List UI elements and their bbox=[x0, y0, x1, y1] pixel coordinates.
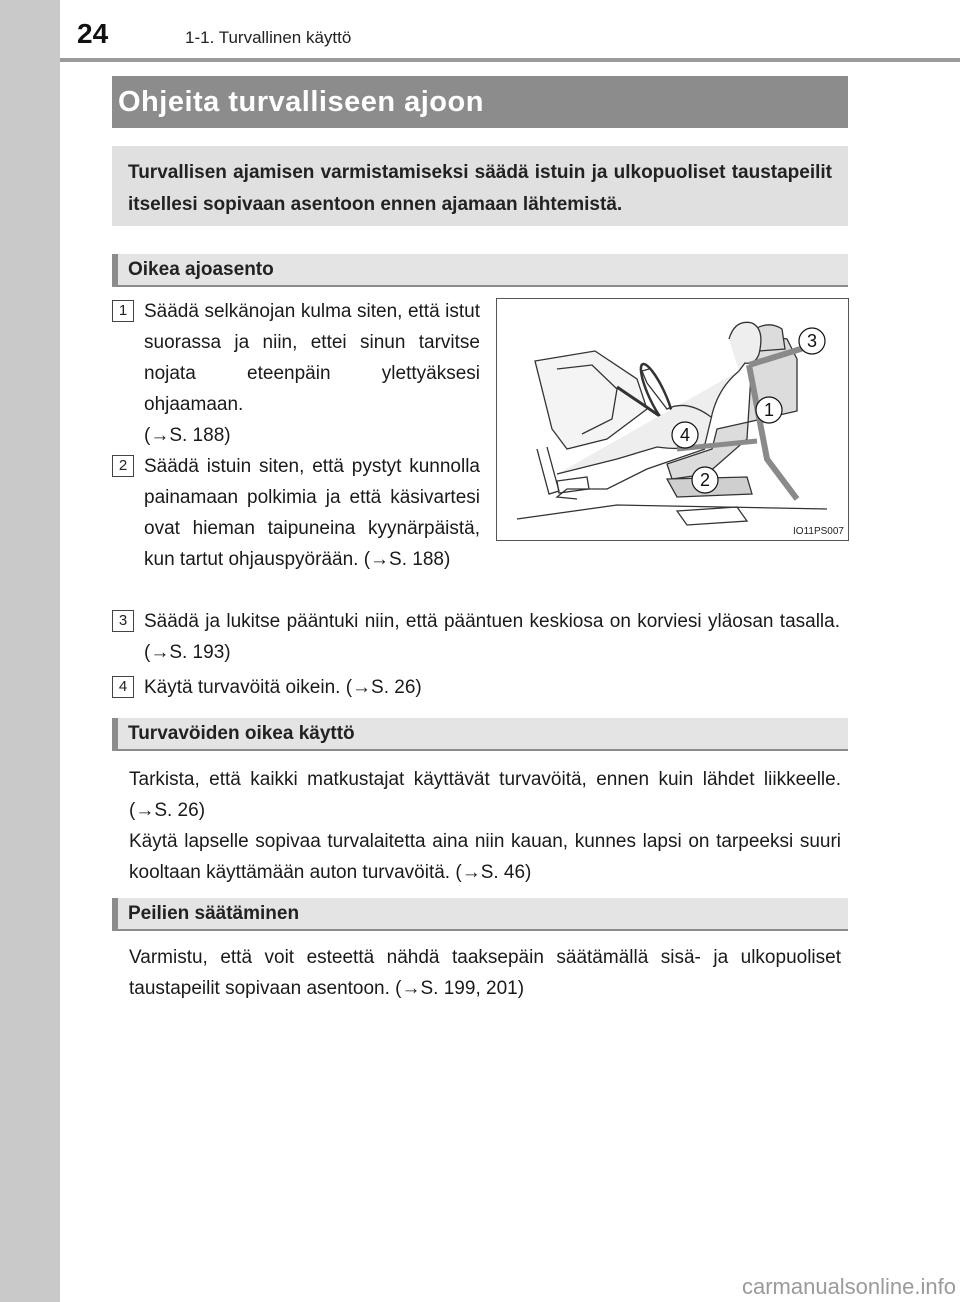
driver-seat-drawing bbox=[497, 299, 848, 540]
item-text: Säädä istuin siten, että pystyt kunnolla painamaan polkimia ja että käsivartesi ovat hieman taipuneina kyynärpäistä, kun tartut ohjauspyörään. (→S. 188) bbox=[144, 456, 480, 570]
item-number-badge: 2 bbox=[112, 455, 134, 477]
item-text: Säädä ja lukitse pääntuki niin, että pääntuen keskiosa on korviesi yläosan tasalla. (→S. 193) bbox=[144, 611, 840, 663]
item-number-badge: 1 bbox=[112, 300, 134, 322]
page-reference: (→S. 188) bbox=[363, 549, 451, 570]
intro-text: Turvallisen ajamisen varmistamiseksi säädä istuin ja ulkopuoliset taustapeilit itsellesi sopivaan asentoon ennen ajamaan lähtemistä. bbox=[128, 162, 832, 215]
page-reference: (→S. 193) bbox=[144, 642, 231, 663]
callout-label: 4 bbox=[679, 425, 691, 445]
page-reference: (→S. 188) bbox=[144, 425, 231, 446]
intro-box bbox=[112, 146, 848, 226]
section-heading-posture: Oikea ajoasento bbox=[112, 254, 848, 287]
callout-label: 1 bbox=[763, 400, 775, 420]
page-number: 24 bbox=[77, 18, 109, 49]
item-number-badge: 4 bbox=[112, 676, 134, 698]
item-text: Käytä turvavöitä oikein. (→S. 26) bbox=[144, 677, 422, 698]
mirrors-paragraph: Varmistu, että voit esteettä nähdä taaksepäin säätämällä sisä- ja ulkopuoliset taustapeilit sopivaan asentoon. (→S. 199, 201) bbox=[129, 947, 841, 999]
callout-label: 2 bbox=[699, 470, 711, 490]
page-title: Ohjeita turvalliseen ajoon bbox=[112, 76, 848, 128]
item-text: Säädä selkänojan kulma siten, että istut suorassa ja niin, ettei sinun tarvitse nojata eteenpäin ylettyäksesi ohjaamaan. (→S. 188) bbox=[144, 301, 480, 446]
section-heading-mirrors: Peilien säätäminen bbox=[112, 898, 848, 931]
seatbelt-paragraph-1: Tarkista, että kaikki matkustajat käyttävät turvavöitä, ennen kuin lähdet liikkeelle. (→S. 26) bbox=[129, 769, 841, 821]
item-number-badge: 3 bbox=[112, 610, 134, 632]
header-divider bbox=[60, 58, 960, 62]
section-heading-seatbelt: Turvavöiden oikea käyttö bbox=[112, 718, 848, 751]
driving-posture-illustration bbox=[496, 298, 849, 541]
callout-label: 3 bbox=[806, 331, 818, 351]
watermark: carmanualsonline.info bbox=[741, 1274, 956, 1299]
page-reference: (→S. 26) bbox=[345, 677, 422, 698]
figure-code: IO11PS007 bbox=[793, 526, 844, 537]
page-edge-bar bbox=[0, 0, 60, 1302]
seatbelt-paragraph-2: Käytä lapselle sopivaa turvalaitetta aina niin kauan, kunnes lapsi on tarpeeksi suuri kooltaan käyttämään auton turvavöitä. (→S. 46) bbox=[129, 831, 841, 883]
chapter-header: 1-1. Turvallinen käyttö bbox=[185, 28, 352, 47]
